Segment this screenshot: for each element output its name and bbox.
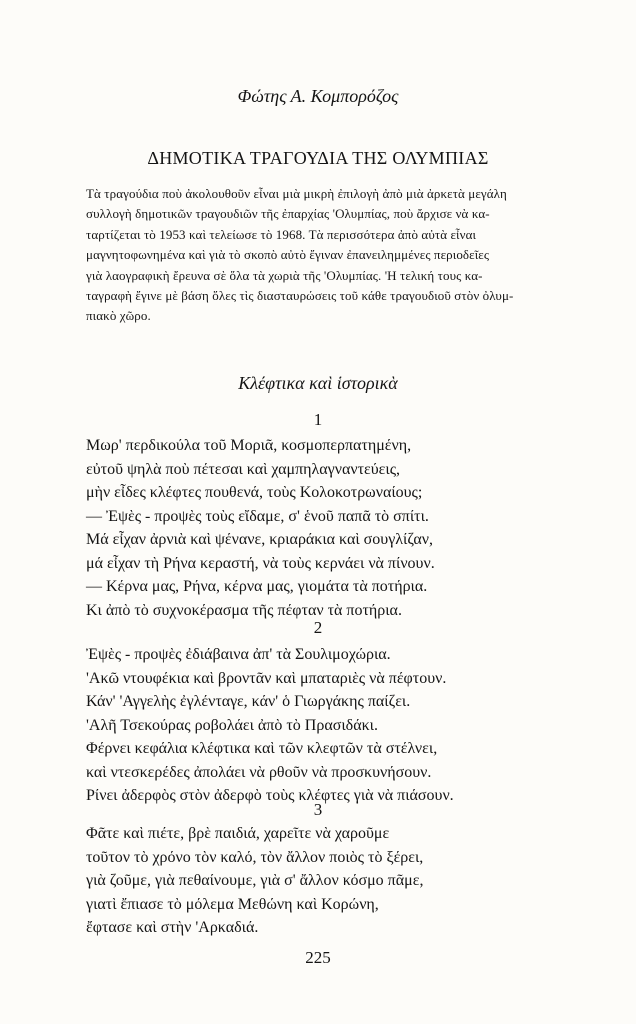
verse-line: Κάν' 'Αγγελὴς ἐγλένταγε, κάν' ὁ Γιωργάκης παίζει. [86, 693, 411, 710]
verse-line: γιὰ ζοῦμε, γιὰ πεθαίνουμε, γιὰ σ' ἄλλον κόσμο πᾶμε, [86, 872, 424, 889]
poem-stanza [86, 822, 586, 940]
verse-line: Φέρνει κεφάλια κλέφτικα καὶ τῶν κλεφτῶν τὰ στέλνει, [86, 740, 438, 757]
poem-number: 3 [313, 800, 323, 819]
verse-line: μὴν εἶδες κλέφτες πουθενά, τοὺς Κολοκοτρωναίους; [86, 484, 423, 501]
verse-line: Μωρ' περδικούλα τοῦ Μοριᾶ, κοσμοπερπατημένη, [86, 437, 412, 454]
verse-line: 'Αλῆ Τσεκούρας ροβολάει ἀπὸ τὸ Πρασιδάκι. [86, 716, 378, 734]
verse-line: Κι ἀπὸ τὸ συχνοκέρασμα τῆς πέφταν τὰ ποτήρια. [86, 601, 402, 619]
intro-line: μαγνητοφωνημένα καὶ γιὰ τὸ σκοπὸ αὐτὸ ἔγιναν ἐπανειλημμένες περιοδεῖες [86, 247, 490, 263]
verse-line: ἔφτασε καὶ στὴν 'Αρκαδιά. [86, 919, 259, 936]
intro-line: Τὰ τραγούδια ποὺ ἀκολουθοῦν εἶναι μιὰ μικρὴ ἐπιλογὴ ἀπὸ μιὰ ἀρκετὰ μεγάλη [86, 186, 507, 201]
verse-line: μά εἶχαν τὴ Ρήνα κεραστή, νὰ τοὺς κερνάει νὰ πίνουν. [86, 554, 435, 572]
verse-line: Ρίνει ἀδερφὸς στὸν ἀδερφὸ τοὺς κλέφτες γιὰ νὰ πιάσουν. [86, 787, 454, 804]
intro-line: ταγραφὴ ἔγινε μὲ βάση ὅλες τὶς διασταυρώσεις τοῦ κάθε τραγουδιοῦ στὸν ὀλυμ- [86, 288, 514, 304]
intro-line: γιὰ λαογραφικὴ ἔρευνα σὲ ὅλα τὰ χωριὰ τῆς 'Ολυμπίας. 'Η τελική τους κα- [86, 267, 483, 283]
page-number: 225 [305, 948, 331, 967]
intro-paragraph [86, 184, 556, 327]
page-title: ΔΗΜΟΤΙΚΑ ΤΡΑΓΟΥΔΙΑ ΤΗΣ ΟΛΥΜΠΙΑΣ [147, 148, 489, 168]
verse-line: Ἐψὲς - προψὲς ἐδιάβαινα ἀπ' τὰ Σουλιμοχώρια. [86, 646, 391, 663]
poem-number: 1 [313, 410, 323, 429]
verse-line: εὐτοῦ ψηλὰ ποὺ πέτεσαι καὶ χαμπηλαγναντεύεις, [86, 460, 401, 478]
poem-stanza [86, 434, 586, 622]
poem-number: 2 [313, 618, 323, 637]
verse-line: Φᾶτε καὶ πιέτε, βρὲ παιδιά, χαρεῖτε νὰ χαροῦμε [86, 825, 390, 842]
author-name: Φώτης Α. Κομπορόζος [237, 86, 399, 106]
verse-line: — Ἐψὲς - προψὲς τοὺς εἴδαμε, σ' ἑνοῦ παπᾶ τὸ σπίτι. [86, 507, 429, 525]
verse-line: Μά εἶχαν ἀρνιὰ καὶ ψένανε, κριαράκια καὶ σουγλίζαν, [86, 531, 434, 548]
intro-line: πιακὸ χῶρο. [86, 308, 151, 324]
verse-line: τοῦτον τὸ χρόνο τὸν καλό, τὸν ἄλλον ποιὸς τὸ ξέρει, [86, 848, 424, 866]
poem-stanza [86, 643, 586, 808]
verse-line: 'Ακῶ ντουφέκια καὶ βροντᾶν καὶ μπαταριὲς νὰ πέφτουν. [86, 669, 447, 687]
verse-line: — Κέρνα μας, Ρήνα, κέρνα μας, γιομάτα τὰ ποτήρια. [86, 578, 428, 595]
verse-line: καὶ ντεσκερέδες ἀπολάει νὰ ρθοῦν νὰ προσκυνήσουν. [86, 763, 432, 781]
section-heading: Κλέφτικα καὶ ἱστορικὰ [238, 373, 398, 393]
verse-line: γιατὶ ἔπιασε τὸ μόλεμα Μεθώνη καὶ Κορώνη, [86, 895, 379, 913]
intro-line: συλλογὴ δημοτικῶν τραγουδιῶν τῆς ἐπαρχίας 'Ολυμπίας, ποὺ ἄρχισε νὰ κα- [86, 206, 490, 222]
intro-line: ταρτίζεται τὸ 1953 καὶ τελείωσε τὸ 1968. Τὰ περισσότερα ἀπὸ αὐτὰ εἶναι [86, 226, 477, 242]
